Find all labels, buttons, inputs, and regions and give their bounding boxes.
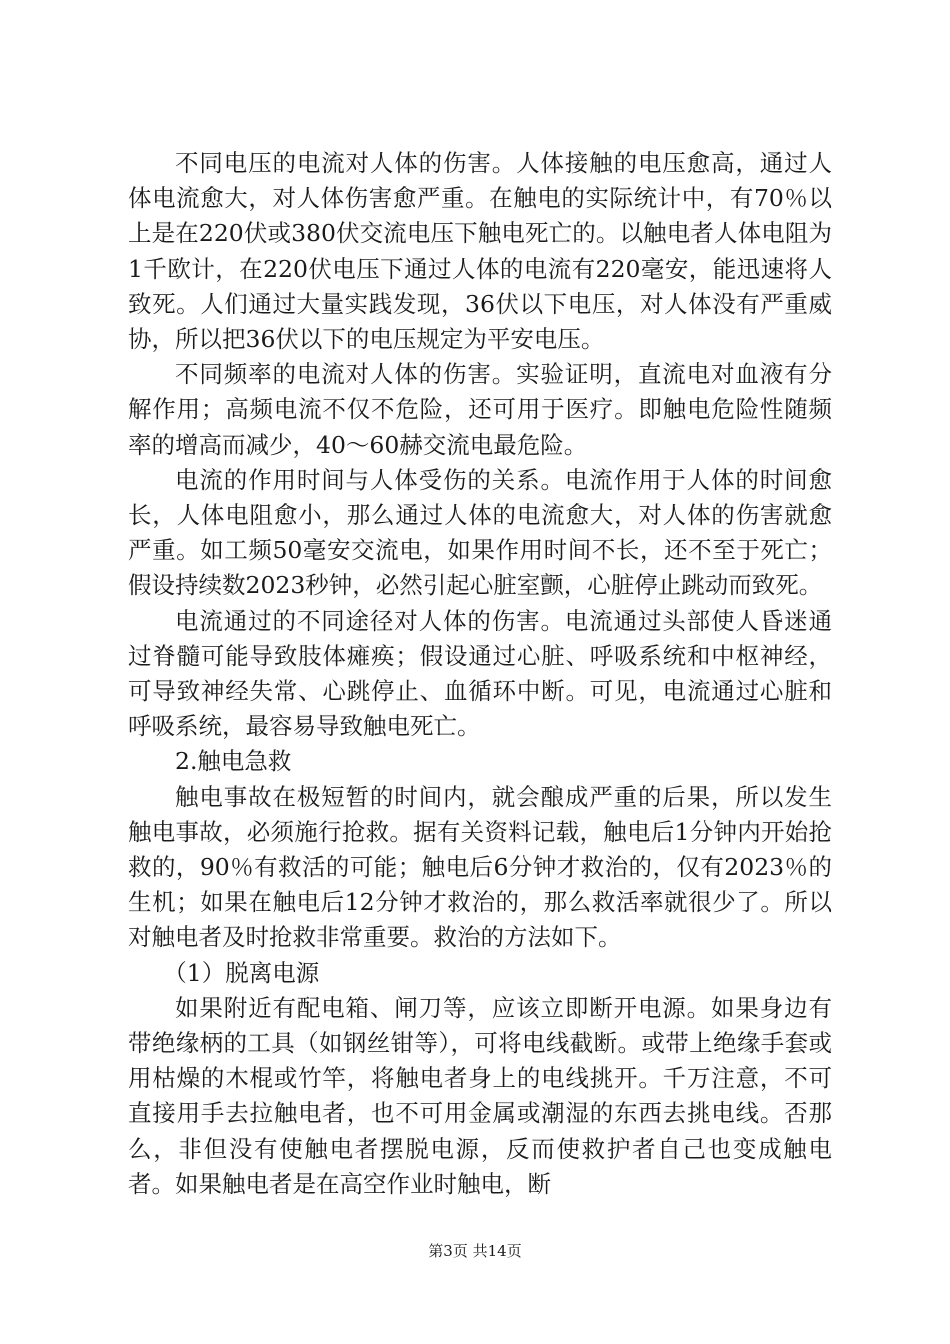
section-heading: 2.触电急救: [175, 747, 292, 776]
paragraph-disconnect-power: 如果附近有配电箱、闸刀等，应该立即断开电源。如果身边有带绝缘柄的工具（如钢丝钳等），可将电线截断。或带上绝缘手套或用枯燥的木棍或竹竿，将触电者身上的电线挑开。千万注意，不可直接用手去拉触电者，也不可用金属或潮湿的东西去挑电线。否那么，非但没有使触电者摆脱电源，反而使救护者自己也变成触电者。如果触电者是在高空作业时触电，断: [128, 993, 832, 1198]
paragraph-duration: 电流的作用时间与人体受伤的关系。电流作用于人体的时间愈长，人体电阻愈小，那么通过人体的电流愈大，对人体的伤害就愈严重。如工频50毫安交流电，如果作用时间不长，还不至于死亡；假设持续数2023秒钟，必然引起心脏室颤，心脏停止跳动而致死。: [128, 465, 832, 600]
paragraph-pathway: 电流通过的不同途径对人体的伤害。电流通过头部使人昏迷通过脊髓可能导致肢体瘫痪；假设通过心脏、呼吸系统和中枢神经，可导致神经失常、心跳停止、血循环中断。可见，电流通过心脏和呼吸系统，最容易导致触电死亡。: [128, 606, 832, 741]
sub-heading: （1）脱离电源: [163, 958, 320, 987]
paragraph-frequency: 不同频率的电流对人体的伤害。实验证明，直流电对血液有分解作用；高频电流不仅不危险，还可用于医疗。即触电危险性随频率的增高而减少，40～60赫交流电最危险。: [128, 360, 832, 459]
paragraph-voltage: 不同电压的电流对人体的伤害。人体接触的电压愈高，通过人体电流愈大，对人体伤害愈严重。在触电的实际统计中，有70％以上是在220伏或380伏交流电压下触电死亡的。以触电者人体电阻为1千欧计，在220伏电压下通过人体的电流有220毫安，能迅速将人致死。人们通过大量实践发现，36伏以下电压，对人体没有严重威协，所以把36伏以下的电压规定为平安电压。: [128, 149, 832, 354]
paragraph-first-aid: 触电事故在极短暂的时间内，就会酿成严重的后果，所以发生触电事故，必须施行抢救。据有关资料记载，触电后1分钟内开始抢救的，90％有救活的可能；触电后6分钟才救治的，仅有2023％的生机；如果在触电后12分钟才救治的，那么救活率就很少了。所以对触电者及时抢救非常重要。救治的方法如下。: [128, 782, 832, 952]
document-body: [128, 146, 832, 1202]
page-footer: 第3页 共14页: [428, 1242, 522, 1260]
